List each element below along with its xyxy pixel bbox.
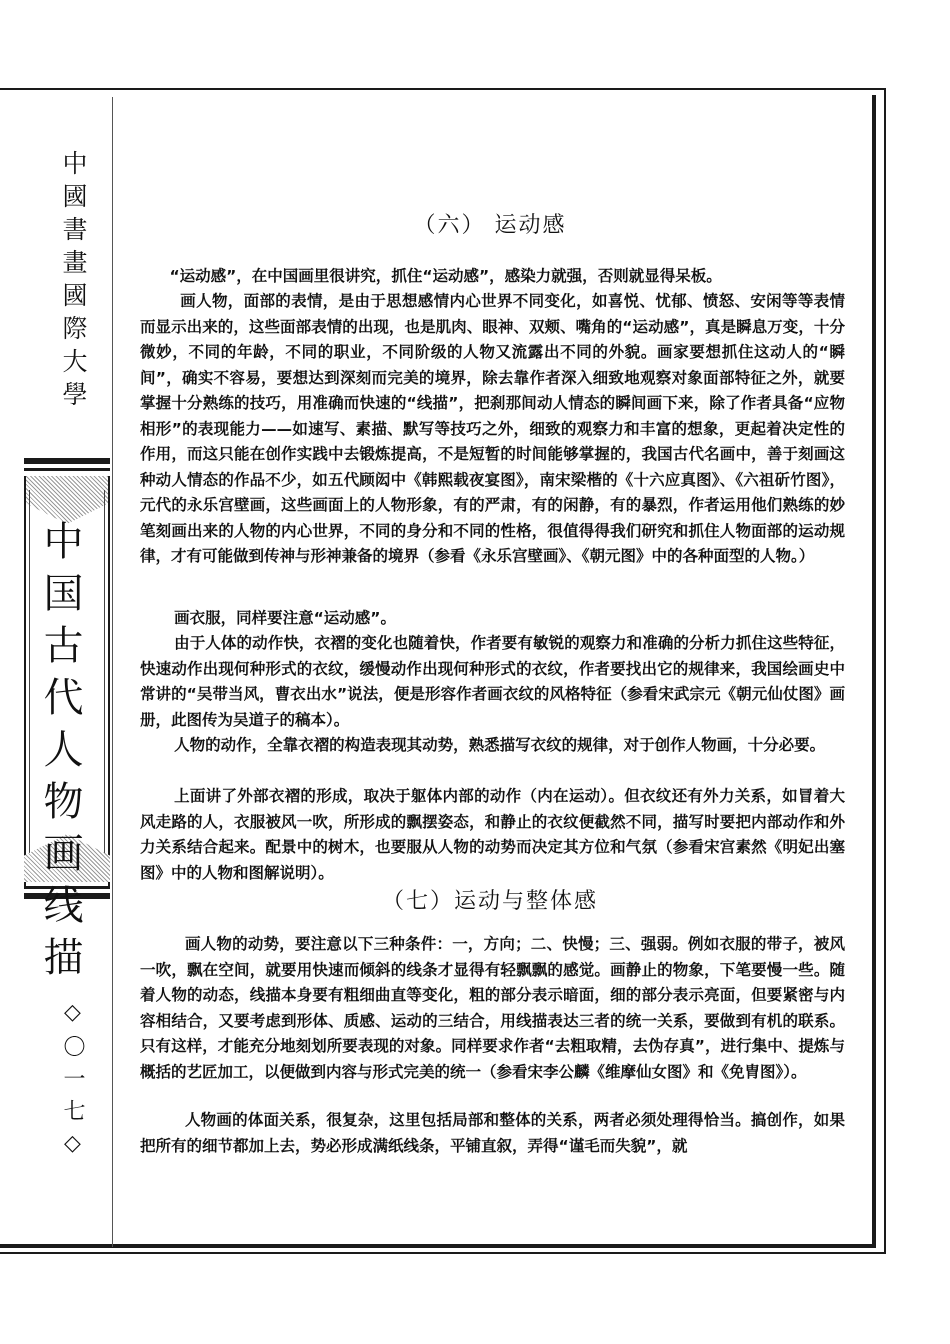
section-title-motion: （六） 运动感 xyxy=(413,213,567,238)
title-panel-left-inner-rule xyxy=(29,490,30,870)
page-number: ◇〇一七◇ xyxy=(60,1000,85,1166)
title-panel-top-rule xyxy=(24,468,110,471)
paragraph: 画人物的动势，要注意以下三种条件：一，方向；二、快慢；三、强弱。例如衣服的带子，被风一吹，飘在空间，就要用快速而倾斜的线条才显得有轻飘飘的感觉。画静止的物象，下笔要慢一些。随着人物的动态，线描本身要有粗细曲直等变化，粗的部分表示暗面，细的部分表示亮面，但要紧密与内容相结合，又要考虑到形体、质感、运动的三结合，用线描表达三者的统一关系，要做到有机的联系。只有这样，才能充分地刻划所要表现的对象。同样要求作者“去粗取精，去伪存真”，进行集中、提炼与概括的艺匠加工，以便做到内容与形式完美的统一（参看宋李公麟《维摩仙女图》和《免胄图》）。 xyxy=(140,935,845,1081)
paragraph: 人物的动作，全靠衣褶的构造表现其动势，熟悉描写衣纹的规律，对于创作人物画，十分必要。 xyxy=(174,736,826,754)
paragraph: 人物画的体面关系，很复杂，这里包括局部和整体的关系，两者必须处理得恰当。搞创作，如果把所有的细节都加上去，势必形成满纸线条，平铺直叙，弄得“谨毛而失貌”，就 xyxy=(140,1111,845,1155)
title-panel-left-border xyxy=(24,476,26,886)
section-title-motion-and-unity: （七）运动与整体感 xyxy=(381,889,598,914)
title-panel-right-border xyxy=(108,476,110,886)
book-title: 中国古代人物画线描 xyxy=(37,520,83,988)
paragraph: 上面讲了外部衣褶的形成，取决于躯体内部的动作（内在运动）。但衣纹还有外力关系，如冒着大风走路的人，衣服被风一吹，所形成的飘摆姿态，和静止的衣纹便截然不同，描写时要把内部动作和外力关系结合起来。配景中的树木，也要服从人物的动势而决定其方位和气氛（参看宋宫素然《明妃出塞图》中的人物和图解说明）。 xyxy=(140,787,845,882)
title-panel-right-inner-rule xyxy=(104,490,105,870)
paragraph: 画人物，面部的表情，是由于思想感情内心世界不同变化，如喜悦、忧郁、愤怒、安闲等等表情而显示出来的，这些面部表情的出现，也是肌肉、眼神、双颊、嘴角的“运动感”，真是瞬息万变，十分微妙，不同的年龄，不同的职业，不同阶级的人物又流露出不同的外貌。画家要想抓住这动人的“瞬间”，确实不容易，要想达到深刻而完美的境界，除去靠作者深入细致地观察对象面部特征之外，就要掌握十分熟练的技巧，用准确而快速的“线描”，把刹那间动人情态的瞬间画下来，除了作者具备“应物相形”的表现能力——如速写、素描、默写等技巧之外，细致的观察力和丰富的想象，更起着决定性的作用，而这只能在创作实践中去锻炼提高，不是短暂的时间能够掌握的，我国古代名画中，善于刻画这种动人情态的作品不少，如五代顾闳中《韩熙载夜宴图》，南宋梁楷的《十六应真图》、《六祖斫竹图》，元代的永乐宫壁画，这些画面上的人物形象，有的严肃，有的闲静，有的暴烈，作者运用他们熟练的妙笔刻画出来的人物的内心世界，不同的身分和不同的性格，很值得得我们研究和抓住人物面部的运动规律，才有可能做到传神与形神兼备的境界（参看《永乐宫壁画》、《朝元图》中的各种面型的人物。） xyxy=(140,292,845,565)
title-panel-top-bar xyxy=(24,458,110,464)
spine-divider xyxy=(112,97,113,1247)
school-name: 中國書畫國際大學 xyxy=(59,150,88,414)
paragraph: “运动感”，在中国画里很讲究，抓住“运动感”，感染力就强，否则就显得呆板。 xyxy=(169,267,722,285)
paragraph: 画衣服，同样要注意“运动感”。 xyxy=(174,609,396,627)
paragraph: 由于人体的动作快，衣褶的变化也随着快，作者要有敏锐的观察力和准确的分析力抓住这些特征，快速动作出现何种形式的衣纹，缓慢动作出现何种形式的衣纹，作者要找出它的规律来，我国绘画史中常讲的“吴带当风，曹衣出水”说法，便是形容作者画衣纹的风格特征（参看宋武宗元《朝元仙仗图》画册，此图传为吴道子的稿本）。 xyxy=(140,634,845,729)
